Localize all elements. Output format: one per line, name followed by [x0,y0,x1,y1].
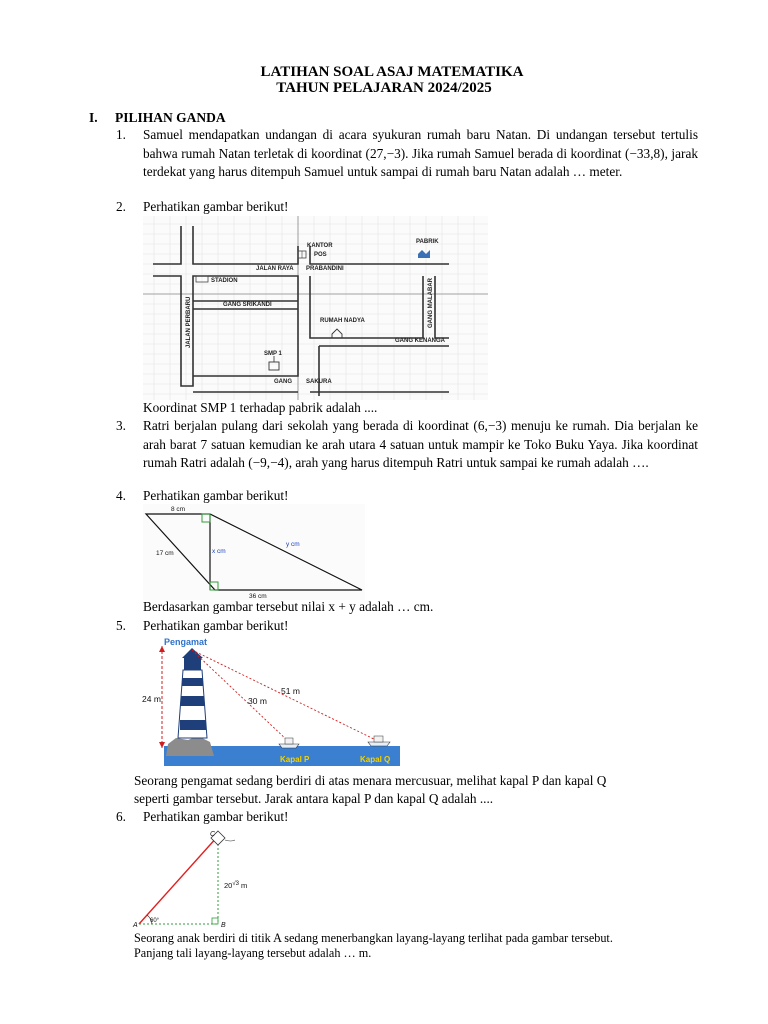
label-b: B [221,922,226,929]
question-6 [116,808,698,827]
label-c: C [210,831,216,838]
page-title: LATIHAN SOAL ASAJ MATEMATIKA [260,64,524,80]
kite-figure [130,828,270,932]
label-17cm: 17 cm [156,550,174,557]
ship-q-icon [368,736,390,746]
label-angle-60: 60° [150,918,160,924]
section-heading [89,110,226,126]
map-label-stadion: STADION [211,278,238,284]
label-pengamat: Pengamat [164,637,208,647]
question-2 [116,198,698,217]
label-51m: 51 m [281,686,300,696]
coordinate-map-figure [143,216,488,400]
question-1 [116,126,698,182]
sightline-q [192,650,380,742]
question-text: Perhatikan gambar berikut! [143,199,289,214]
map-label-gang-kenanga: GANG KENANGA [395,338,446,344]
label-30m: 30 m [248,696,267,706]
figure-background [143,504,365,600]
label-height: $20^{√3}$ m [224,881,248,890]
question-text: Perhatikan gambar berikut! [143,809,289,824]
map-label-pos: POS [314,252,327,258]
lighthouse-icon [178,648,207,738]
page-subtitle: TAHUN PELAJARAN 2024/2025 [276,80,492,96]
map-label-pabrik: PABRIK [416,239,439,245]
label-kapal-q: Kapal Q [360,755,391,764]
question-2-caption: Koordinat SMP 1 terhadap pabrik adalah .... [143,400,378,415]
lighthouse-figure [140,634,400,770]
question-6-caption-line1: Seorang anak berdiri di titik A sedang menerbangkan layang-layang terlihat pada gambar tersebut. [134,931,613,945]
section-number: I. [89,110,98,125]
label-y-cm: y cm [286,541,300,548]
right-angle-mark [212,918,218,924]
question-number: 2. [116,199,126,214]
label-x-cm: x cm [212,548,226,555]
question-6-caption-line2: Panjang tali layang-layang tersebut adalah … m. [134,946,372,960]
question-text: Samuel mendapatkan undangan di acara syukuran rumah baru Natan. Di undangan tersebut tertulis bahwa rumah Natan terletak di koordinat (27,−3). Jika rumah Samuel berada di koordinat (−33,8), jarak terdekat yang harus ditempuh Samuel untuk sampai di rumah baru Natan adalah … meter. [143,127,698,180]
map-label-jalan-perbaru: JALAN PERBARU [186,296,192,348]
map-label-prabandini: PRABANDINI [306,266,344,272]
ship-p-icon [279,738,299,748]
map-label-rumah-nadya: RUMAH NADYA [320,318,365,324]
section-label: PILIHAN GANDA [115,110,226,125]
label-kapal-p: Kapal P [280,755,310,764]
question-number: 5. [116,618,126,633]
question-number: 4. [116,488,126,503]
map-label-smp1: SMP 1 [264,351,282,357]
rocks [166,736,214,756]
map-label-sakura: SAKURA [306,379,332,385]
triangle-figure [143,504,365,600]
question-number: 6. [116,809,126,824]
question-5-caption-line2: seperti gambar tersebut. Jarak antara kapal P dan kapal Q adalah .... [134,791,494,806]
question-3 [116,417,698,473]
question-5 [116,617,698,636]
question-4 [116,487,698,506]
question-text: Perhatikan gambar berikut! [143,618,289,633]
map-label-jalan-raya: JALAN RAYA [256,266,294,272]
map-label-gang-malabar: GANG MALABAR [428,278,434,328]
kite-string [139,836,218,924]
question-number: 3. [116,418,126,433]
question-5-caption-line1: Seorang pengamat sedang berdiri di atas menara mercusuar, melihat kapal P dan kapal Q [134,773,607,788]
label-24m: 24 m [142,694,161,704]
question-4-caption: Berdasarkan gambar tersebut nilai x + y adalah … cm. [143,599,434,614]
map-label-kantor: KANTOR [307,243,333,249]
map-label-gang-srikandi: GANG SRIKANDI [223,302,272,308]
question-text: Perhatikan gambar berikut! [143,488,289,503]
label-8cm: 8 cm [171,506,186,513]
map-label-gang: GANG [274,379,292,385]
label-36cm: 36 cm [249,593,267,600]
question-number: 1. [116,127,126,142]
question-text: Ratri berjalan pulang dari sekolah yang berada di koordinat (6,−3) menuju ke rumah. Dia berjalan ke arah barat 7 satuan kemudian ke arah utara 4 satuan untuk mampir ke Toko Buku Yaya. Jika koordinat rumah Ratri adalah (−9,−4), arah yang harus ditempuh Ratri untuk sampai ke rumah adalah …. [143,418,698,471]
label-a: A [133,922,138,929]
